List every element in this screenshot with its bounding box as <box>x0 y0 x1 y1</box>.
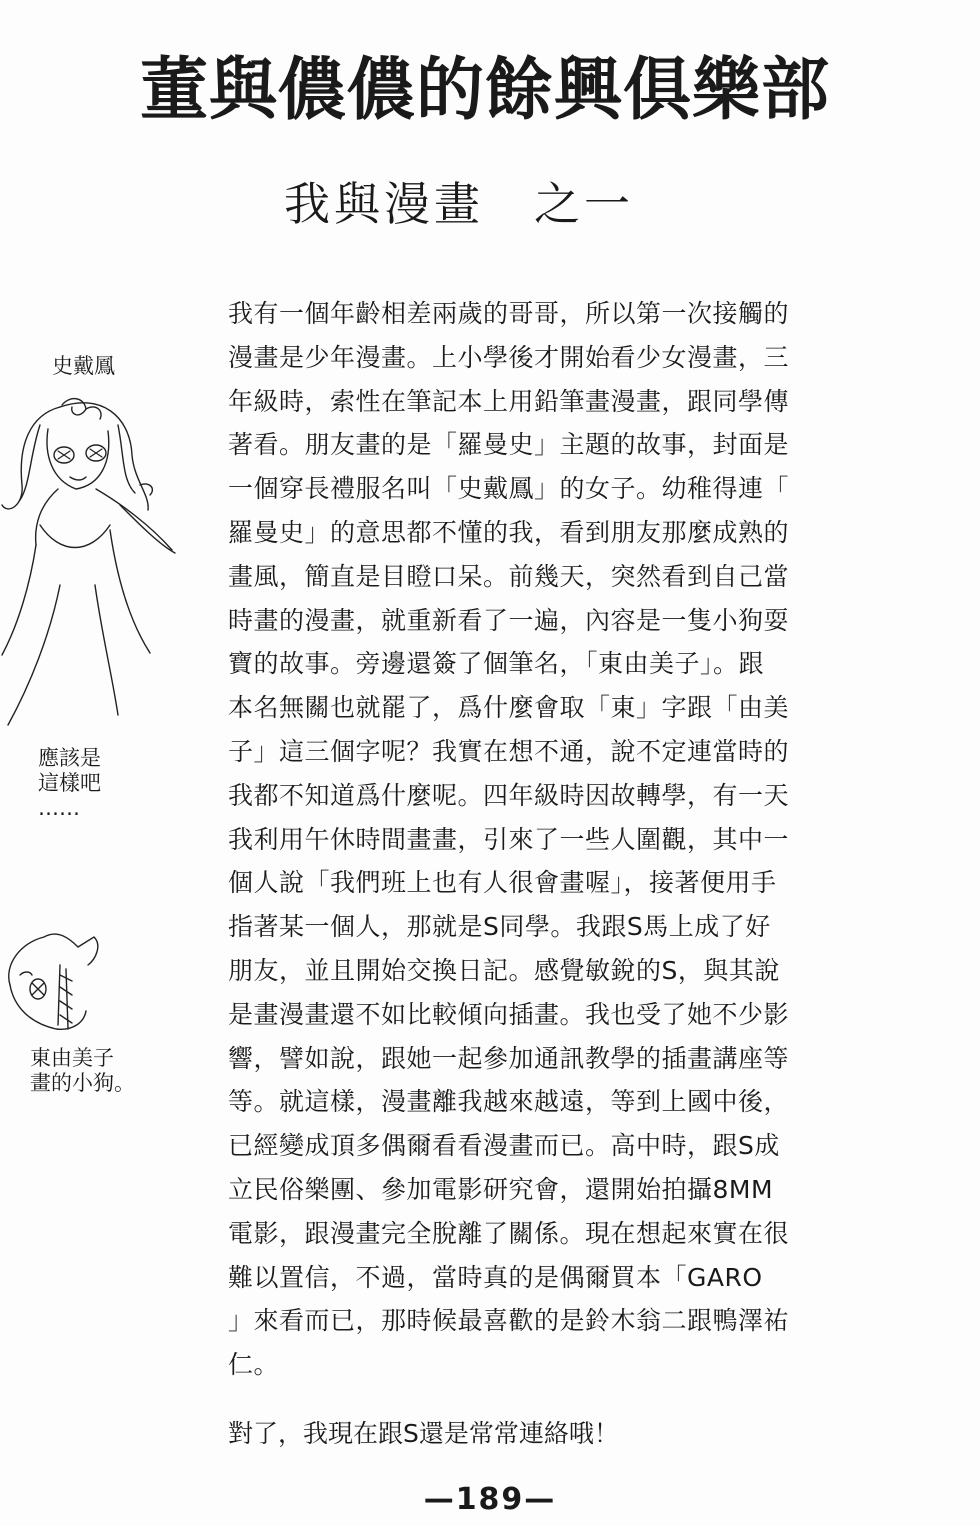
body-line: 我利用午休時間畫畫，引來了一些人圍觀，其中一 <box>228 824 790 854</box>
body-line: 難以置信，不過，當時真的是偶爾買本「GARO <box>228 1262 763 1292</box>
body-text <box>228 292 868 1387</box>
dog-sketch-illustration <box>0 925 110 1040</box>
body-line: 子」這三個字呢？我實在想不通，說不定連當時的 <box>228 736 790 766</box>
body-line: 朋友，並且開始交換日記。感覺敏銳的S，與其說 <box>228 955 780 985</box>
body-line: 我都不知道爲什麼呢。四年級時因故轉學，有一天 <box>228 780 790 810</box>
dog-note-caption: 東由美子 畫的小狗。 <box>30 1046 135 1095</box>
page-title: 董與儂儂的餘興俱樂部 <box>140 50 831 130</box>
body-line: 指著某一個人，那就是S同學。我跟S馬上成了好 <box>228 912 771 942</box>
body-line: 年級時，索性在筆記本上用鉛筆畫漫畫，跟同學傳 <box>228 386 790 416</box>
body-line: 漫畫是少年漫畫。上小學後才開始看少女漫畫，三 <box>228 342 790 372</box>
girl-sketch-illustration <box>0 385 185 740</box>
body-line: 羅曼史」的意思都不懂的我，看到朋友那麼成熟的 <box>228 517 790 547</box>
body-line: 時畫的漫畫，就重新看了一遍，內容是一隻小狗耍 <box>228 605 790 635</box>
body-line: 本名無關也就罷了，爲什麼會取「東」字跟「由美 <box>228 693 790 723</box>
girl-name-caption: 史戴鳳 <box>52 354 115 378</box>
body-line: 電影，跟漫畫完全脫離了關係。現在想起來實在很 <box>228 1218 790 1248</box>
body-line: 個人說「我們班上也有人很會畫喔」，接著便用手 <box>228 868 777 898</box>
closing-line: 對了，我現在跟S還是常常連絡哦！ <box>228 1419 619 1448</box>
page-number: —189— <box>423 1482 557 1517</box>
body-line: 等。就這樣，漫畫離我越來越遠，等到上國中後， <box>228 1087 790 1117</box>
body-line: 我有一個年齡相差兩歲的哥哥，所以第一次接觸的 <box>228 299 790 328</box>
body-line: 一個穿長禮服名叫「史戴鳳」的女子。幼稚得連「 <box>228 474 790 504</box>
girl-note-caption: 應該是 這樣吧 …… <box>38 746 101 820</box>
body-line: 是畫漫畫還不如比較傾向插畫。我也受了她不少影 <box>228 999 790 1029</box>
body-line: 畫風，簡直是目瞪口呆。前幾天，突然看到自己當 <box>228 561 790 591</box>
body-line: 」來看而已，那時候最喜歡的是鈴木翁二跟鴨澤祐 <box>228 1306 790 1336</box>
body-line: 響，譬如說，跟她一起參加通訊教學的插畫講座等 <box>228 1043 790 1073</box>
section-subtitle: 我與漫畫 之一 <box>284 177 634 231</box>
body-line: 寶的故事。旁邊還簽了個筆名，「東由美子」。跟 <box>228 649 765 679</box>
body-line: 仁。 <box>228 1350 280 1380</box>
body-line: 已經變成頂多偶爾看看漫畫而已。高中時，跟S成 <box>228 1131 780 1161</box>
body-line: 著看。朋友畫的是「羅曼史」主題的故事，封面是 <box>228 430 790 460</box>
body-line: 立民俗樂團、參加電影研究會，還開始拍攝8MM <box>228 1174 774 1204</box>
